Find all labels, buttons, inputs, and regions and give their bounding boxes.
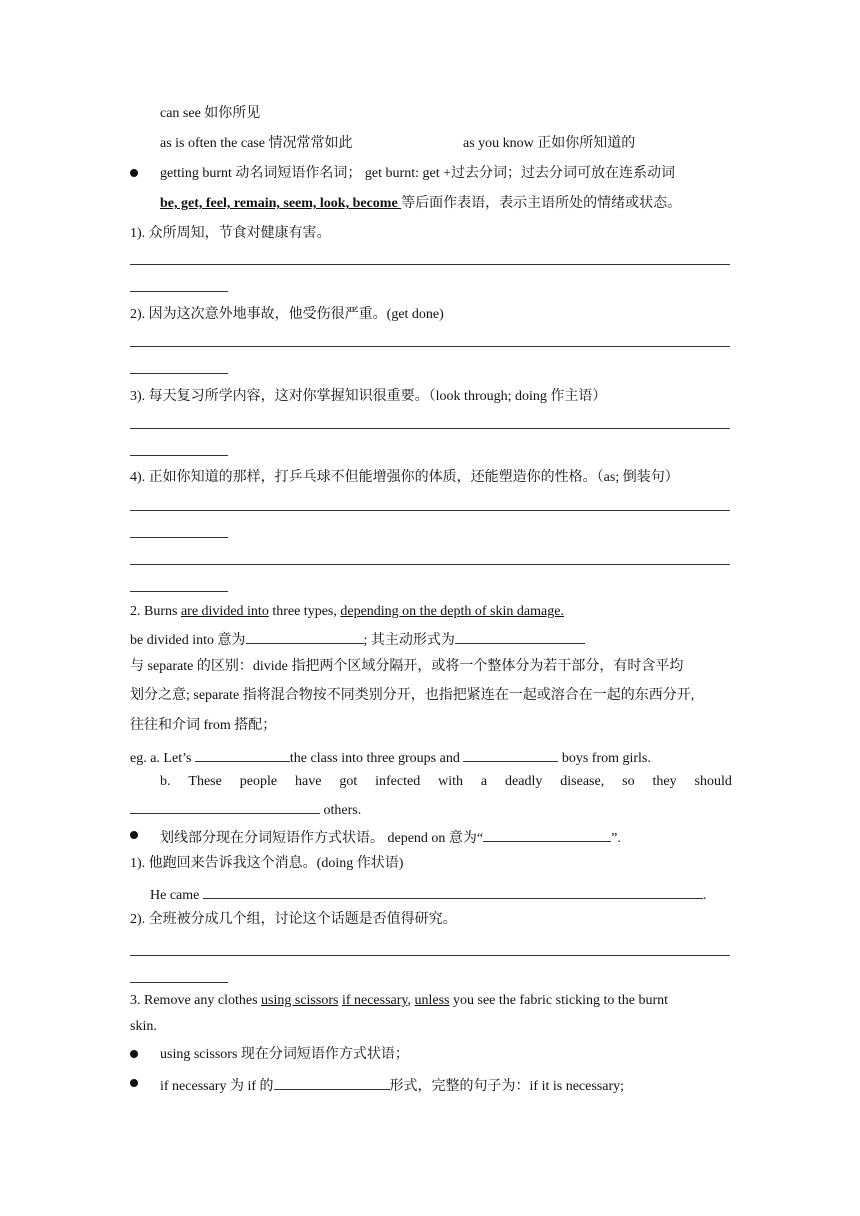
s2-mid: three types, bbox=[268, 604, 341, 619]
eg-a-start: eg. a. Let’s bbox=[130, 751, 195, 766]
answer-line bbox=[130, 955, 730, 956]
blank-field[interactable] bbox=[130, 799, 320, 814]
example-b-end bbox=[130, 799, 361, 820]
section-3-cont: skin. bbox=[130, 1019, 157, 1034]
bullet-dot-icon bbox=[130, 1079, 138, 1087]
eg-b-word: with bbox=[438, 774, 464, 789]
blank-field[interactable] bbox=[483, 827, 611, 842]
note-if-necessary bbox=[160, 1075, 624, 1096]
s3-underline-1: using scissors bbox=[261, 993, 339, 1008]
answer-line bbox=[130, 264, 730, 265]
section-3-sentence bbox=[130, 992, 668, 1010]
answer-line bbox=[130, 291, 228, 292]
if-necessary-a: if necessary 为 if 的 bbox=[160, 1079, 274, 1094]
def-be-divided bbox=[130, 629, 585, 650]
compare-line-2: 划分之意; separate 指将混合物按不同类别分开，也指把紧连在一起或溶合在一起的东西分开, bbox=[130, 688, 695, 703]
note-getting-burnt: getting burnt 动名词短语作名词； get burnt: get +过去分词；过去分词可放在连系动词 bbox=[160, 166, 675, 181]
he-came: He came bbox=[150, 888, 203, 903]
s2-num: 2. Burns bbox=[130, 604, 181, 619]
example-b-line bbox=[160, 773, 732, 791]
answer-line bbox=[130, 537, 228, 538]
phrase-as-you-know: as you know 正如你所知道的 bbox=[463, 136, 636, 151]
depend-on-b: ”. bbox=[611, 831, 621, 846]
bullet-dot-icon bbox=[130, 1050, 138, 1058]
s3-a: 3. Remove any clothes bbox=[130, 993, 262, 1008]
answer-line bbox=[130, 564, 730, 565]
eg-b-word: infected bbox=[375, 774, 421, 789]
linking-verbs-note: 等后面作表语，表示主语所处的情绪或状态。 bbox=[401, 196, 682, 211]
bullet-dot-icon bbox=[130, 169, 138, 177]
blank-field[interactable] bbox=[274, 1075, 390, 1090]
depend-on-a: 划线部分现在分词短语作方式状语。 depend on 意为“ bbox=[160, 831, 484, 846]
exercise-1-2: 2). 因为这次意外地事故，他受伤很严重。(get done) bbox=[130, 307, 444, 322]
answer-line bbox=[130, 346, 730, 347]
note-depend-on bbox=[160, 827, 621, 848]
exercise-2-1: 1). 他跑回来告诉我这个消息。(doing 作状语) bbox=[130, 856, 404, 871]
blank-field[interactable] bbox=[195, 747, 290, 762]
eg-b-word: so bbox=[622, 774, 635, 789]
compare-line-3: 往往和介词 from 搭配； bbox=[130, 718, 277, 733]
blank-field[interactable] bbox=[463, 747, 558, 762]
eg-b-word: people bbox=[239, 774, 278, 789]
section-2-sentence bbox=[130, 603, 564, 621]
note-linking-verbs bbox=[160, 195, 681, 213]
period: . bbox=[702, 888, 707, 903]
compare-line-1: 与 separate 的区别：divide 指把两个区域分隔开，或将一个整体分为若干部分，有时含平均 bbox=[130, 659, 684, 674]
blank-field[interactable] bbox=[455, 629, 585, 644]
eg-a-end: boys from girls. bbox=[558, 751, 651, 766]
answer-line bbox=[130, 428, 730, 429]
phrase-can-see: can see 如你所见 bbox=[160, 106, 261, 121]
exercise-1-3: 3). 每天复习所学内容，这对你掌握知识很重要。（look through; doing 作主语） bbox=[130, 389, 607, 404]
s2-underline-1: are divided into bbox=[180, 604, 269, 619]
exercise-1-1: 1). 众所周知，节食对健康有害。 bbox=[130, 226, 331, 241]
eg-b-word: deadly bbox=[505, 774, 543, 789]
answer-line bbox=[130, 373, 228, 374]
s3-b: you see the fabric sticking to the burnt bbox=[449, 993, 668, 1008]
eg-b-word: These bbox=[188, 774, 222, 789]
s2-underline-2: depending on the depth of skin damage. bbox=[340, 604, 564, 619]
answer-line bbox=[130, 591, 228, 592]
eg-a-mid: the class into three groups and bbox=[289, 751, 464, 766]
exercise-1-4: 4). 正如你知道的那样，打乒乓球不但能增强你的体质，还能塑造你的性格。（as; 倒装句） bbox=[130, 470, 679, 485]
answer-line bbox=[130, 982, 228, 983]
eg-b-word: have bbox=[294, 774, 322, 789]
s3-comma: , bbox=[407, 993, 415, 1008]
example-a bbox=[130, 747, 651, 768]
eg-b-word: a bbox=[480, 774, 488, 789]
answer-line bbox=[130, 455, 228, 456]
s3-underline-3: unless bbox=[414, 993, 450, 1008]
eg-b-end-text: others. bbox=[320, 803, 362, 818]
eg-b-word: got bbox=[339, 774, 358, 789]
eg-b-word: they bbox=[652, 774, 677, 789]
eg-b-word: b. bbox=[160, 774, 171, 789]
if-necessary-b: 形式，完整的句子为：if it is necessary; bbox=[389, 1079, 625, 1094]
eg-b-word: should bbox=[694, 774, 732, 789]
eg-b-word: disease, bbox=[560, 774, 605, 789]
s3-underline-2: if necessary bbox=[341, 993, 408, 1008]
bullet-dot-icon bbox=[130, 831, 138, 839]
blank-field[interactable] bbox=[246, 629, 364, 644]
answer-field[interactable] bbox=[203, 884, 703, 899]
linking-verbs-list: be, get, feel, remain, seem, look, become bbox=[160, 196, 402, 211]
exercise-2-1-answer bbox=[150, 884, 706, 905]
note-using-scissors: using scissors 现在分词短语作方式状语； bbox=[160, 1047, 409, 1062]
exercise-2-2: 2). 全班被分成几个组，讨论这个话题是否值得研究。 bbox=[130, 912, 457, 927]
phrase-as-is-often: as is often the case 情况常常如此 bbox=[160, 136, 353, 151]
def-b: ; 其主动形式为 bbox=[363, 633, 455, 648]
def-a: be divided into 意为 bbox=[130, 633, 246, 648]
answer-line bbox=[130, 510, 730, 511]
